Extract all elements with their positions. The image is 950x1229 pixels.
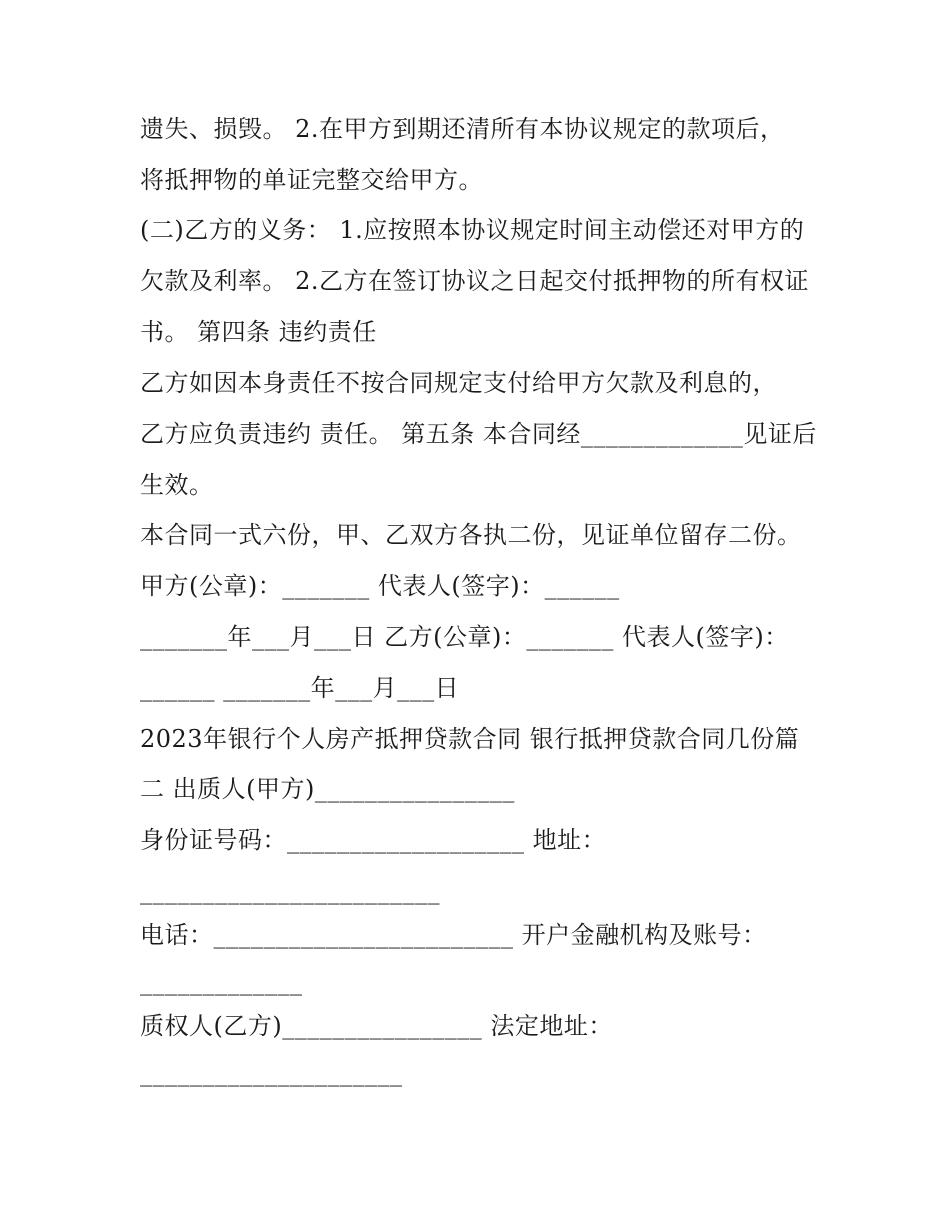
text-line-18: _____________ [140, 968, 303, 996]
text-line-15: 身份证号码：___________________ 地址： [140, 826, 607, 854]
text-line-1: 遗失、损毁。 2.在甲方到期还清所有本协议规定的款项后， [140, 115, 785, 143]
text-line-14: 二 出质人(甲方)________________ [140, 775, 515, 803]
text-line-8: 生效。 [140, 471, 214, 499]
text-line-19: 质权人(乙方)________________ 法定地址： [140, 1012, 613, 1040]
text-line-4: 欠款及利率。 2.乙方在签订协议之日起交付抵押物的所有权证 [140, 267, 810, 295]
text-line-20: _____________________ [140, 1059, 403, 1087]
text-line-16: ________________________ [140, 877, 440, 905]
text-line-11: _______年___月___日 乙方(公章)：_______ 代表人(签字)： [140, 623, 789, 651]
text-line-12: ______ _______年___月___日 [140, 674, 460, 702]
text-line-7: 乙方应负责违约 责任。 第五条 本合同经_____________见证后 [140, 420, 817, 448]
text-line-10: 甲方(公章)：_______ 代表人(签字)：______ [140, 572, 620, 600]
text-line-9: 本合同一式六份，甲、乙双方各执二份，见证单位留存二份。 [140, 521, 802, 549]
text-line-13: 2023年银行个人房产抵押贷款合同 银行抵押贷款合同几份篇 [140, 725, 800, 753]
text-line-6: 乙方如因本身责任不按合同规定支付给甲方欠款及利息的， [140, 369, 777, 397]
text-line-17: 电话：________________________ 开户金融机构及账号： [140, 921, 767, 949]
text-line-3: (二)乙方的义务： 1.应按照本协议规定时间主动偿还对甲方的 [140, 216, 805, 244]
text-line-5: 书。 第四条 违约责任 [140, 318, 377, 346]
text-line-2: 将抵押物的单证完整交给甲方。 [140, 166, 483, 194]
